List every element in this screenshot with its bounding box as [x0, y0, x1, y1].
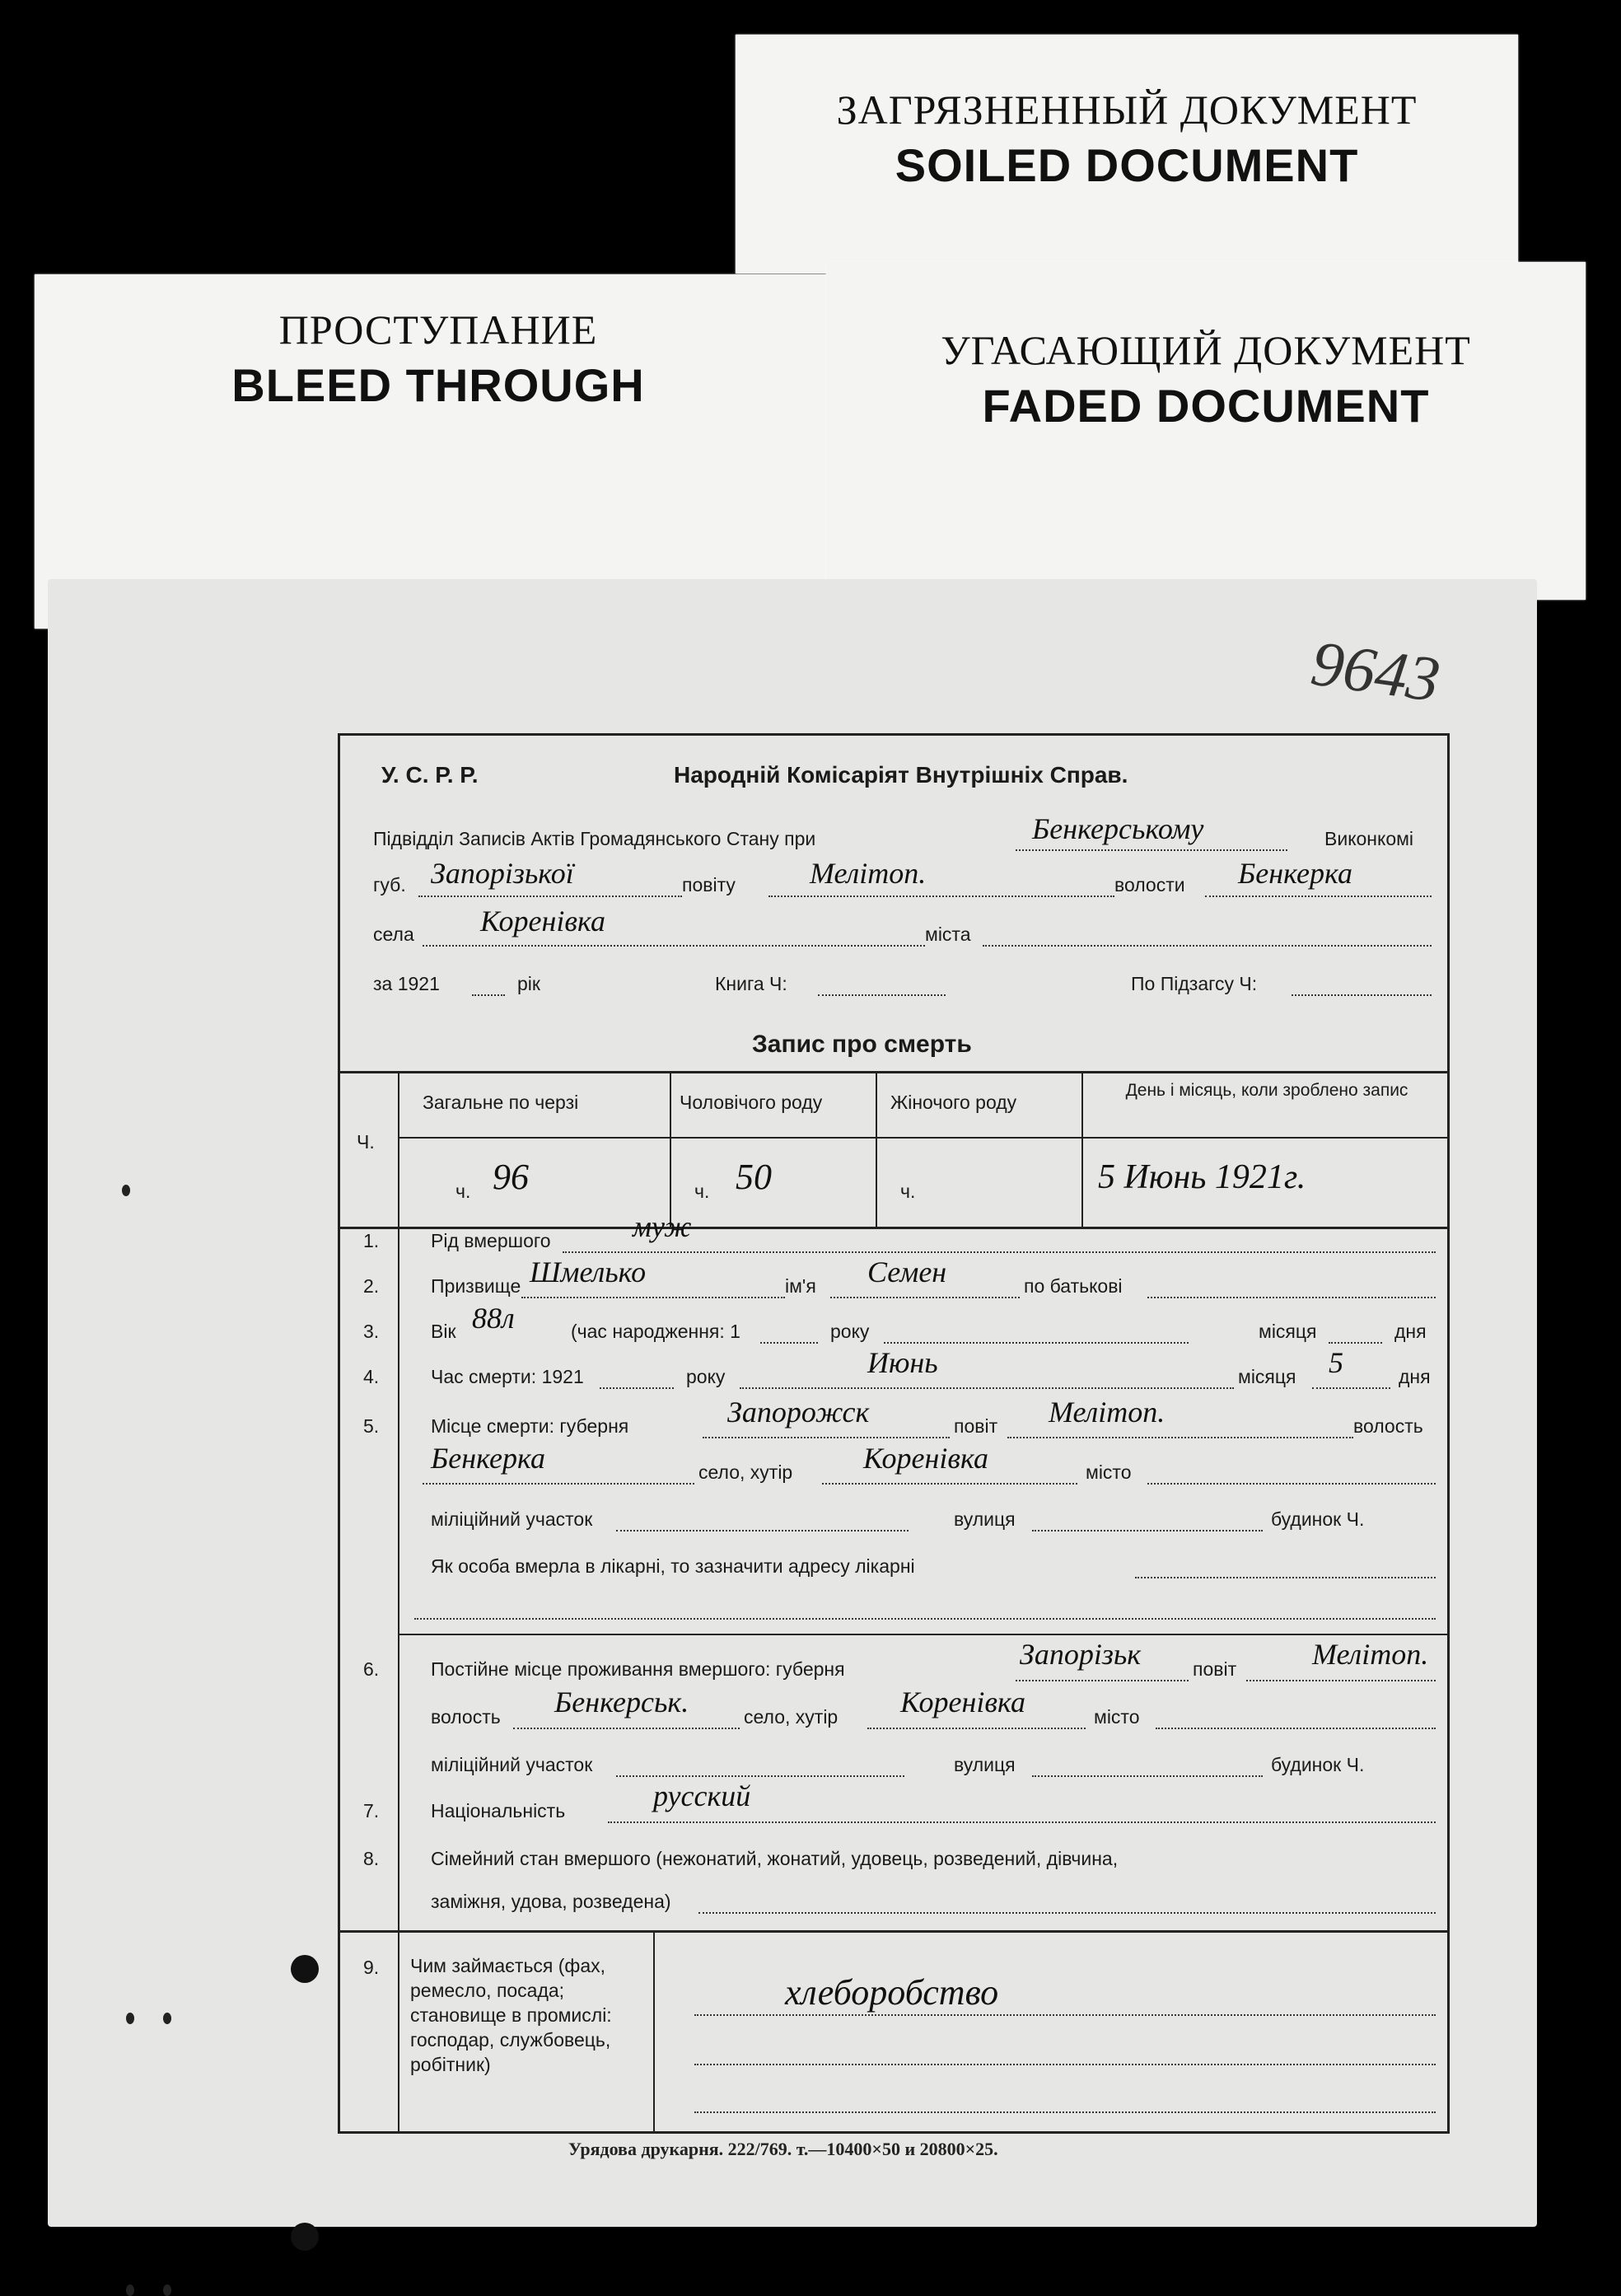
speck: [163, 2013, 171, 2024]
death-gub-handwritten: Запорожск: [727, 1396, 870, 1429]
narodzh-label: (час народження: 1: [571, 1321, 740, 1342]
section-rule: [340, 1930, 1447, 1933]
dnia-label: дня: [1394, 1321, 1427, 1342]
record-title: Запис про смерть: [752, 1031, 972, 1058]
total-value: 96: [493, 1157, 529, 1197]
dotted-line: [1135, 1577, 1436, 1578]
book-label: Книга Ч:: [715, 973, 787, 994]
death-record-form: [338, 733, 1450, 2134]
dotted-line: [423, 945, 925, 947]
printer-imprint: Урядова друкарня. 222/769. т.—10400×50 и 20800×25.: [568, 2139, 998, 2159]
item-2-number: 2.: [363, 1275, 380, 1297]
pryzv-label: Призвище: [431, 1275, 521, 1297]
gub-handwritten: Запорізької: [431, 857, 574, 890]
volost-handwritten: Бенкерка: [1238, 857, 1352, 890]
dotted-line: [1292, 994, 1432, 996]
mistse-misto-label: місто: [1086, 1461, 1132, 1483]
dotted-line: [423, 1483, 694, 1485]
male-value: 50: [736, 1157, 772, 1197]
gub-label: губ.: [373, 874, 406, 895]
simeinyi-label-2: заміжня, удова, розведена): [431, 1891, 671, 1912]
povit-label: повіту: [682, 874, 736, 895]
republic-label: У. С. Р. Р.: [381, 762, 479, 788]
year-label: за 1921: [373, 973, 440, 994]
dotted-line: [600, 1387, 674, 1389]
dotted-line: [608, 1821, 1436, 1823]
pryzv-handwritten: Шмелько: [530, 1256, 647, 1288]
bleed-notice-en: BLEED THROUGH: [231, 359, 645, 411]
dotted-line: [616, 1530, 909, 1531]
section-rule: [399, 1634, 1447, 1635]
dotted-line: [822, 1483, 1077, 1485]
dotted-line: [768, 895, 1114, 897]
table-rule: [876, 1071, 877, 1227]
nationality-handwritten: русский: [653, 1779, 751, 1812]
table-rule: [399, 1137, 1447, 1139]
rid-label: Рід вмершого: [431, 1230, 551, 1251]
item-9-number: 9.: [363, 1957, 380, 1978]
post-misto-label: місто: [1094, 1706, 1140, 1728]
dotted-line: [983, 945, 1432, 947]
subdept-handwritten: Бенкерському: [1032, 812, 1204, 845]
mistse-povit-label: повіт: [954, 1415, 998, 1437]
speck: [126, 2284, 134, 2296]
dotted-line: [1147, 1297, 1436, 1298]
dotted-line: [1246, 1680, 1436, 1681]
mistse-label: Місце смерти: губерня: [431, 1415, 629, 1437]
post-militsiinyi-label: міліційний участок: [431, 1754, 593, 1775]
dotted-line: [1312, 1387, 1390, 1389]
dotted-line: [418, 895, 682, 897]
dotted-line: [1016, 849, 1287, 851]
faded-notice-en: FADED DOCUMENT: [982, 380, 1430, 432]
rid-handwritten: муж: [633, 1210, 692, 1243]
item-5-number: 5.: [363, 1415, 380, 1437]
rik-label: рік: [517, 973, 540, 994]
residence-volost-handwritten: Бенкерськ.: [554, 1686, 689, 1718]
residence-povit-handwritten: Мелітоп.: [1312, 1638, 1429, 1671]
table-rule: [398, 1071, 399, 1227]
soiled-notice-en: SOILED DOCUMENT: [895, 139, 1359, 191]
date-value: 5 Июнь 1921г.: [1098, 1158, 1306, 1196]
bleed-through-notice: [35, 274, 842, 629]
post-volost-label: волость: [431, 1706, 501, 1728]
punch-hole: [291, 2223, 319, 2251]
dotted-line: [521, 1297, 785, 1298]
col-male-header: Чоловічого роду: [680, 1092, 823, 1113]
dotted-line: [1147, 1483, 1436, 1485]
death-volost-handwritten: Бенкерка: [431, 1442, 545, 1475]
pidzagsu-label: По Підзагсу Ч:: [1131, 973, 1258, 994]
mistse-volost-label: волость: [1353, 1415, 1423, 1437]
death-povit-handwritten: Мелітоп.: [1049, 1396, 1166, 1429]
smert-label: Час смерти: 1921: [431, 1366, 584, 1387]
dotted-line: [1032, 1530, 1263, 1531]
col-total-header: Загальне по черзі: [423, 1092, 579, 1113]
death-month-handwritten: Июнь: [867, 1346, 938, 1379]
dotted-line: [1156, 1728, 1436, 1729]
speck: [126, 2013, 134, 2024]
faded-notice-ru: УГАСАЮЩИЙ ДОКУМЕНТ: [941, 327, 1471, 373]
vik-handwritten: 88л: [472, 1302, 515, 1335]
male-prefix: ч.: [694, 1181, 710, 1202]
col-date-header: День і місяць, коли зроблено запис: [1125, 1081, 1408, 1100]
dotted-line: [694, 2111, 1436, 2113]
dotted-line: [1016, 1680, 1189, 1681]
total-prefix: ч.: [455, 1181, 471, 1202]
subdept-suffix: Виконкомі: [1324, 828, 1414, 849]
col-female-header: Жіночого роду: [890, 1092, 1017, 1113]
table-rule: [670, 1071, 671, 1227]
table-ch-label: Ч.: [357, 1131, 375, 1153]
dotted-line: [830, 1297, 1020, 1298]
female-prefix: ч.: [900, 1181, 916, 1202]
smert-dnia-label: дня: [1399, 1366, 1431, 1387]
speck: [163, 2284, 171, 2296]
zaimaietsia-label: Чим займається (фах, ремесло, посада; становище в промислі: господар, службовець, робітник): [410, 1955, 612, 2075]
archive-number: 9643: [1306, 626, 1445, 716]
postiine-label: Постійне місце проживання вмершого: губерня: [431, 1658, 845, 1680]
column-rule: [653, 1930, 655, 2131]
sela-handwritten: Коренівка: [480, 905, 605, 938]
dotted-line: [867, 1728, 1086, 1729]
residence-gub-handwritten: Запорізьк: [1020, 1638, 1142, 1671]
mista-label: міста: [925, 924, 971, 945]
item-3-number: 3.: [363, 1321, 380, 1342]
post-vulytsia-label: вулиця: [954, 1754, 1016, 1775]
misiatsia-label: місяця: [1259, 1321, 1317, 1342]
residence-selo-handwritten: Коренівка: [900, 1686, 1025, 1718]
item-4-number: 4.: [363, 1366, 380, 1387]
dotted-line: [563, 1251, 1436, 1253]
vulytsia-label: вулиця: [954, 1508, 1016, 1530]
dotted-line: [414, 1618, 1436, 1620]
post-povit-label: повіт: [1193, 1658, 1237, 1680]
dotted-line: [698, 1912, 1436, 1914]
povit-handwritten: Мелітоп.: [810, 857, 927, 890]
simeinyi-label: Сімейний стан вмершого (нежонатий, жонатий, удовець, розведений, дівчина,: [431, 1848, 1119, 1869]
likarnia-label: Як особа вмерла в лікарні, то зазначити адресу лікарні: [431, 1555, 915, 1577]
item-1-number: 1.: [363, 1230, 380, 1251]
dotted-line: [884, 1342, 1189, 1344]
commissariat-label: Народній Комісаріят Внутрішніх Справ.: [674, 762, 1128, 788]
dotted-line: [740, 1387, 1234, 1389]
dotted-line: [472, 994, 505, 996]
table-rule: [340, 1227, 1447, 1229]
dotted-line: [694, 2014, 1436, 2016]
left-column-rule: [398, 1930, 399, 2131]
vik-label: Вік: [431, 1321, 456, 1342]
dotted-line: [703, 1437, 950, 1438]
punch-hole: [291, 1955, 319, 1983]
volost-label: волости: [1114, 874, 1185, 895]
death-day-handwritten: 5: [1329, 1346, 1343, 1379]
speck: [122, 1185, 130, 1196]
faded-document-notice: [826, 262, 1586, 600]
soiled-document-notice: [736, 35, 1518, 274]
dotted-line: [513, 1728, 740, 1729]
dotted-line: [1032, 1775, 1263, 1777]
dotted-line: [694, 2064, 1436, 2065]
smert-misiatsia-label: місяця: [1238, 1366, 1296, 1387]
bleed-notice-ru: ПРОСТУПАНИЕ: [278, 306, 598, 353]
dotted-line: [616, 1775, 904, 1777]
occupation-handwritten: хлеборобство: [785, 1972, 999, 2013]
dotted-line: [760, 1342, 818, 1344]
left-column-rule: [398, 1227, 399, 1930]
sela-label: села: [373, 924, 414, 945]
dotted-line: [1329, 1342, 1382, 1344]
subdept-prefix: Підвідділ Записів Актів Громадянського Стану при: [373, 828, 816, 849]
item-7-number: 7.: [363, 1800, 380, 1821]
table-rule: [340, 1071, 1447, 1073]
post-budynok-label: будинок Ч.: [1271, 1754, 1365, 1775]
mistse-selo-label: село, хутір: [698, 1461, 793, 1483]
imia-label: ім'я: [785, 1275, 816, 1297]
post-selo-label: село, хутір: [744, 1706, 839, 1728]
dotted-line: [1205, 895, 1432, 897]
death-selo-handwritten: Коренівка: [863, 1442, 988, 1475]
natsional-label: Національність: [431, 1800, 566, 1821]
batk-label: по батькові: [1024, 1275, 1123, 1297]
soiled-notice-ru: ЗАГРЯЗНЕННЫЙ ДОКУМЕНТ: [836, 87, 1418, 133]
roku-label: року: [830, 1321, 870, 1342]
dotted-line: [1007, 1437, 1353, 1438]
table-rule: [1081, 1071, 1083, 1227]
militsiinyi-label: міліційний участок: [431, 1508, 593, 1530]
item-8-number: 8.: [363, 1848, 380, 1869]
smert-roku-label: року: [686, 1366, 726, 1387]
dotted-line: [818, 994, 946, 996]
item-6-number: 6.: [363, 1658, 380, 1680]
imia-handwritten: Семен: [867, 1256, 947, 1288]
budynok-label: будинок Ч.: [1271, 1508, 1365, 1530]
